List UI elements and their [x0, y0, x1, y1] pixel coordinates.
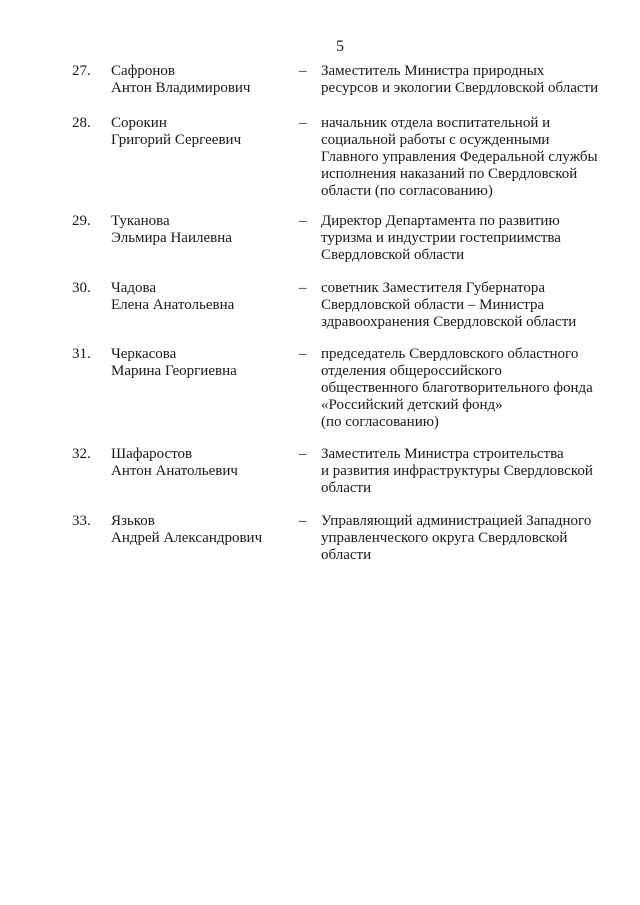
position-text	[321, 446, 621, 497]
position-line: области	[321, 480, 372, 496]
item-number: 29.	[72, 213, 91, 229]
surname: Сорокин	[111, 115, 167, 131]
person-name	[111, 63, 291, 97]
position-line: отделения общероссийского	[321, 363, 502, 379]
position-line: Свердловской области – Министра	[321, 297, 545, 313]
position-line: ресурсов и экологии Свердловской области	[321, 80, 599, 96]
dash-separator: –	[299, 63, 307, 79]
dash-separator: –	[299, 446, 307, 462]
given-names: Эльмира Наилевна	[111, 230, 232, 246]
given-names: Антон Владимирович	[111, 80, 251, 96]
position-line: Свердловской области	[321, 247, 465, 263]
position-text	[321, 280, 621, 331]
position-text	[321, 115, 621, 200]
given-names: Марина Георгиевна	[111, 363, 237, 379]
position-line: Главного управления Федеральной службы	[321, 149, 598, 165]
position-line: социальной работы с осужденными	[321, 132, 550, 148]
surname: Язьков	[111, 513, 155, 529]
item-number: 30.	[72, 280, 91, 296]
item-number: 32.	[72, 446, 91, 462]
position-line: области	[321, 547, 372, 563]
person-name	[111, 213, 291, 247]
position-text	[321, 213, 621, 264]
position-line: управленческого округа Свердловской	[321, 530, 568, 546]
position-line: туризма и индустрии гостеприимства	[321, 230, 561, 246]
position-text	[321, 63, 621, 97]
given-names: Григорий Сергеевич	[111, 132, 242, 148]
given-names: Елена Анатольевна	[111, 297, 235, 313]
position-line: области (по согласованию)	[321, 183, 493, 199]
dash-separator: –	[299, 213, 307, 229]
position-line: начальник отдела воспитательной и	[321, 115, 551, 131]
item-number: 27.	[72, 63, 91, 79]
page-number: 5	[336, 38, 344, 55]
dash-separator: –	[299, 346, 307, 362]
surname: Сафронов	[111, 63, 175, 79]
person-name	[111, 115, 291, 149]
position-line: (по согласованию)	[321, 414, 439, 430]
given-names: Антон Анатольевич	[111, 463, 238, 479]
position-line: Директор Департамента по развитию	[321, 213, 560, 229]
surname: Чадова	[111, 280, 157, 296]
position-text	[321, 513, 621, 564]
dash-separator: –	[299, 280, 307, 296]
position-line: общественного благотворительного фонда	[321, 380, 593, 396]
position-line: Управляющий администрацией Западного	[321, 513, 592, 529]
item-number: 31.	[72, 346, 91, 362]
dash-separator: –	[299, 115, 307, 131]
person-name	[111, 280, 291, 314]
surname: Черкасова	[111, 346, 177, 362]
person-name	[111, 513, 291, 547]
position-text	[321, 346, 621, 431]
surname: Туканова	[111, 213, 170, 229]
item-number: 28.	[72, 115, 91, 131]
position-line: Заместитель Министра природных	[321, 63, 545, 79]
position-line: председатель Свердловского областного	[321, 346, 579, 362]
position-line: «Российский детский фонд»	[321, 397, 503, 413]
position-line: советник Заместителя Губернатора	[321, 280, 546, 296]
position-line: и развития инфраструктуры Свердловской	[321, 463, 593, 479]
item-number: 33.	[72, 513, 91, 529]
dash-separator: –	[299, 513, 307, 529]
position-line: исполнения наказаний по Свердловской	[321, 166, 578, 182]
surname: Шафаростов	[111, 446, 193, 462]
position-line: здравоохранения Свердловской области	[321, 314, 577, 330]
person-name	[111, 446, 291, 480]
position-line: Заместитель Министра строительства	[321, 446, 564, 462]
person-name	[111, 346, 291, 380]
given-names: Андрей Александрович	[111, 530, 263, 546]
